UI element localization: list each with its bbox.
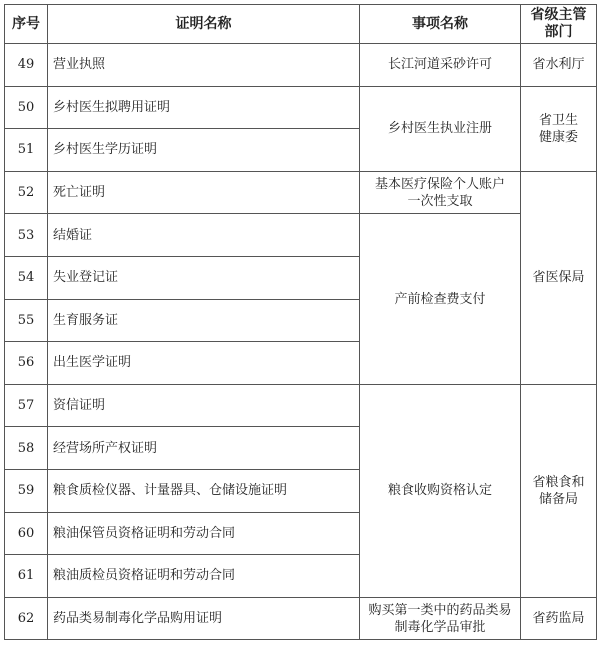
table-row <box>5 171 597 214</box>
dept-cell: 省水利厅 <box>521 44 597 87</box>
row-seq: 58 <box>5 427 48 470</box>
dept-cell: 省医保局 <box>521 171 597 384</box>
table-row <box>5 597 597 640</box>
dept-line: 储备局 <box>538 491 578 507</box>
row-cert-name: 经营场所产权证明 <box>48 427 360 470</box>
table-row <box>5 86 597 129</box>
header-dept-line2: 部门 <box>544 24 573 40</box>
row-cert-name: 粮食质检仪器、计量器具、仓储设施证明 <box>48 469 360 512</box>
item-cell: 产前检查费支付 <box>360 214 521 384</box>
table-row <box>5 44 597 87</box>
row-seq: 62 <box>5 597 48 640</box>
row-cert-name: 资信证明 <box>48 384 360 427</box>
row-cert-name: 乡村医生拟聘用证明 <box>48 86 360 129</box>
row-seq: 53 <box>5 214 48 257</box>
item-line: 制毒化学品审批 <box>394 619 486 635</box>
item-cell: 长江河道采砂许可 <box>360 44 521 87</box>
row-cert-name: 药品类易制毒化学品购用证明 <box>48 597 360 640</box>
row-cert-name: 乡村医生学历证明 <box>48 129 360 172</box>
row-seq: 59 <box>5 469 48 512</box>
row-seq: 49 <box>5 44 48 87</box>
dept-line: 省粮食和 <box>532 474 585 490</box>
header-dept-line1: 省级主管 <box>530 7 587 23</box>
certificate-table <box>4 4 597 640</box>
row-seq: 56 <box>5 342 48 385</box>
row-cert-name: 营业执照 <box>48 44 360 87</box>
item-line: 一次性支取 <box>407 193 473 209</box>
row-cert-name: 失业登记证 <box>48 256 360 299</box>
dept-line: 省卫生 <box>538 112 578 128</box>
row-seq: 52 <box>5 171 48 214</box>
header-dept <box>521 5 597 44</box>
row-cert-name: 粮油保管员资格证明和劳动合同 <box>48 512 360 555</box>
item-line: 基本医疗保险个人账户 <box>374 176 505 192</box>
row-seq: 60 <box>5 512 48 555</box>
dept-line: 健康委 <box>538 129 578 145</box>
header-cert-name: 证明名称 <box>48 5 360 44</box>
table-row <box>5 214 597 257</box>
row-seq: 57 <box>5 384 48 427</box>
dept-cell <box>521 384 597 597</box>
dept-cell <box>521 86 597 171</box>
row-cert-name: 死亡证明 <box>48 171 360 214</box>
header-item-name: 事项名称 <box>360 5 521 44</box>
row-cert-name: 生育服务证 <box>48 299 360 342</box>
header-row <box>5 5 597 44</box>
table-row <box>5 384 597 427</box>
dept-cell: 省药监局 <box>521 597 597 640</box>
item-cell: 乡村医生执业注册 <box>360 86 521 171</box>
row-seq: 51 <box>5 129 48 172</box>
item-cell <box>360 597 521 640</box>
item-cell <box>360 171 521 214</box>
item-line: 购买第一类中的药品类易 <box>368 602 512 618</box>
row-cert-name: 出生医学证明 <box>48 342 360 385</box>
row-seq: 55 <box>5 299 48 342</box>
row-seq: 50 <box>5 86 48 129</box>
row-seq: 54 <box>5 256 48 299</box>
row-cert-name: 粮油质检员资格证明和劳动合同 <box>48 555 360 598</box>
row-cert-name: 结婚证 <box>48 214 360 257</box>
row-seq: 61 <box>5 555 48 598</box>
header-seq: 序号 <box>5 5 48 44</box>
item-cell: 粮食收购资格认定 <box>360 384 521 597</box>
